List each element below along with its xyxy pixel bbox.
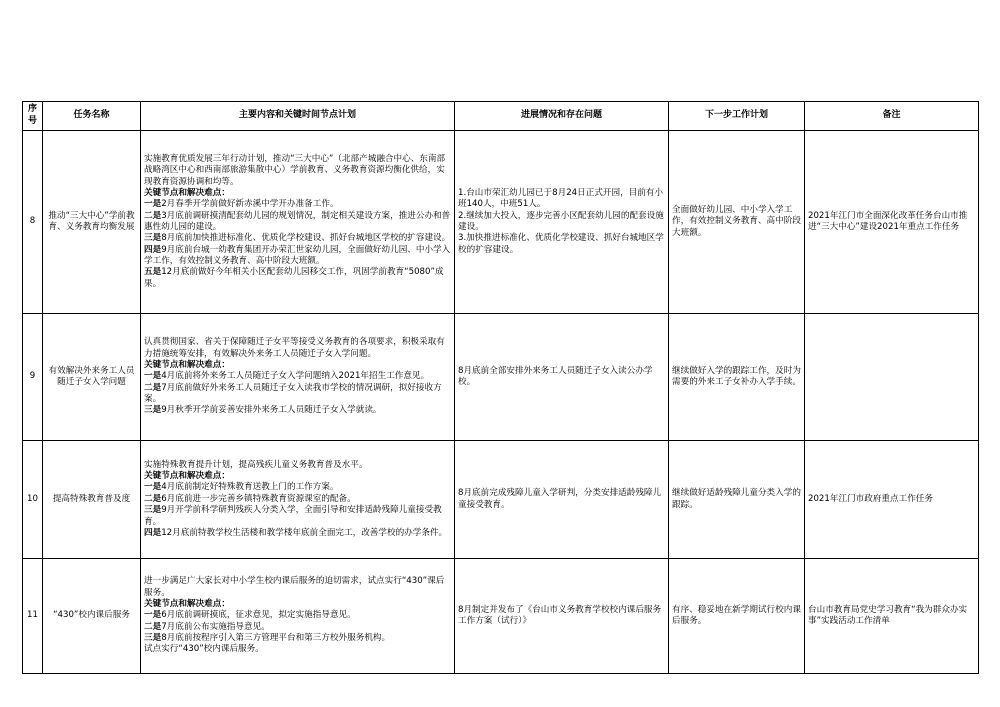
table-row <box>23 131 979 314</box>
content-intro: 进一步满足广大家长对中小学生校内课后服务的迫切需求，试点实行“430”课后服务。 <box>144 576 445 598</box>
row-next: 继续做好入学的跟踪工作，及时为需要的外来工子女补办入学手续。 <box>669 314 805 441</box>
row-task: “430”校内课后服务 <box>43 559 141 674</box>
item-label: 四是 <box>144 527 162 538</box>
key-label: 关键节点和解决难点： <box>144 471 230 482</box>
content-item <box>144 405 451 416</box>
progress-line: 3.加快推进标准化、优质化学校建设、抓好台城地区学校的扩容建设。 <box>458 233 664 255</box>
row-content <box>141 314 455 441</box>
progress-line: 8月底前全部安排外来务工人员随迁子女入读公办学校。 <box>458 365 653 387</box>
row-progress <box>455 314 669 441</box>
header-seq: 序号 <box>23 102 43 131</box>
key-label: 关键节点和解决难点： <box>144 187 230 198</box>
row-task: 有效解决外来务工人员随迁子女入学问题 <box>43 314 141 441</box>
progress-line: 8月底前完成残障儿童入学研判，分类安排适龄残障儿童接受教育。 <box>458 488 662 510</box>
item-text: 9月秋季开学前妥善安排外来务工人员随迁子女入学就读。 <box>161 405 382 416</box>
item-label: 一是 <box>144 199 162 210</box>
item-label: 二是 <box>144 493 162 504</box>
item-text: 8月底前按程序引入第三方管理平台和第三方校外服务机构。 <box>161 633 391 644</box>
header-remark: 备注 <box>805 102 979 131</box>
item-text: 2月春季开学前做好新赤溪中学开办准备工作。 <box>161 199 339 210</box>
item-label: 二是 <box>144 621 162 632</box>
item-text: 7月底前做好外来务工人员随迁子女入读我市学校的情况调研，拟好接收方案。 <box>144 382 442 405</box>
row-remark: 2021年江门市全面深化改革任务台山市推进“三大中心”建设2021年重点工作任务 <box>805 131 979 314</box>
item-label: 五是 <box>144 267 162 278</box>
row-next: 全面做好幼儿园、中小学入学工作，有效控制义务教育、高中阶段大班额。 <box>669 131 805 314</box>
progress-line: 8月制定并发布了《台山市义务教育学校校内课后服务工作方案（试行）》 <box>458 604 662 626</box>
item-label: 三是 <box>144 233 162 244</box>
row-content <box>141 559 455 674</box>
item-text: 3月底前调研摸清配套幼儿园的规划情况，制定相关建设方案，推进公办和普惠性幼儿园的建设。 <box>144 210 451 232</box>
item-label: 一是 <box>144 482 162 493</box>
row-task: 提高特殊教育普及度 <box>43 441 141 559</box>
content-item <box>144 610 451 621</box>
content-item <box>144 245 451 268</box>
item-label: 四是 <box>144 244 162 255</box>
content-item <box>144 622 451 633</box>
content-item <box>144 233 451 244</box>
table-header-row <box>23 102 979 131</box>
item-text: 9月底前台城一幼教育集团开办荣汇世家幼儿园，全面做好幼儿园、中小学入学工作，有效控制义务教育、高中阶段大班额。 <box>144 244 451 267</box>
row-seq: 11 <box>23 559 43 674</box>
content-item <box>144 494 451 505</box>
item-text: 7月底前公布实施指导意见。 <box>161 621 270 632</box>
item-text: 8月底前加快推进标准化、优质化学校建设、抓好台城地区学校的扩容建设。 <box>161 233 451 244</box>
item-text: 6月底前进一步完善乡镇特殊教育资源课室的配备。 <box>161 493 356 504</box>
task-table <box>22 101 979 674</box>
item-label: 一是 <box>144 371 162 382</box>
content-item <box>144 371 451 382</box>
content-outro: 试点实行“430”校内课后服务。 <box>144 644 264 655</box>
header-task: 任务名称 <box>43 102 141 131</box>
key-label: 关键节点和解决难点： <box>144 359 230 370</box>
header-progress: 进展情况和存在问题 <box>455 102 669 131</box>
content-item <box>144 633 451 644</box>
row-next: 继续做好适龄残障儿童分类入学的跟踪。 <box>669 441 805 559</box>
row-seq: 10 <box>23 441 43 559</box>
table-row <box>23 441 979 559</box>
content-intro: 实施教育优质发展三年行动计划，推动“三大中心”（北部产城融合中心、东南部战略湾区中心和西南部旅游集散中心）学前教育、义务教育资源均衡化供给，实现教育资源协调和均等。 <box>144 153 446 187</box>
row-remark <box>805 314 979 441</box>
key-label: 关键节点和解决难点： <box>144 598 230 609</box>
item-label: 一是 <box>144 610 162 621</box>
row-seq: 8 <box>23 131 43 314</box>
row-remark: 2021年江门市政府重点工作任务 <box>805 441 979 559</box>
content-intro: 认真贯彻国家、省关于保障随迁子女平等接受义务教育的各项要求，积极采取有力措施统筹安排，有效解决外来务工人员随迁子女入学问题。 <box>144 337 445 359</box>
progress-line: 2.继续加大投入，逐步完善小区配套幼儿园的配套设施建设。 <box>458 210 664 232</box>
item-text: 12月底前做好今年相关小区配套幼儿园移交工作，巩固学前教育“5080”成果。 <box>144 267 444 289</box>
content-item <box>144 482 451 493</box>
item-text: 4月底前将外来务工人员随迁子女入学问题纳入2021年招生工作意见。 <box>161 371 430 382</box>
content-item <box>144 211 451 234</box>
progress-line: 1.台山市荣汇幼儿园已于8月24日正式开园，目前有小班140人，中班51人。 <box>458 187 664 210</box>
item-label: 三是 <box>144 405 162 416</box>
table-row <box>23 314 979 441</box>
row-seq: 9 <box>23 314 43 441</box>
item-text: 12月底前特教学校生活楼和教学楼年底前全面完工，改善学校的办学条件。 <box>161 527 448 538</box>
row-progress <box>455 441 669 559</box>
header-content: 主要内容和关键时间节点计划 <box>141 102 455 131</box>
content-item <box>144 505 451 528</box>
content-intro: 实施特殊教育提升计划，提高残疾儿童义务教育普及水平。 <box>144 459 368 470</box>
item-text: 6月底前调研摸底，征求意见，拟定实施指导意见。 <box>161 610 356 621</box>
content-item <box>144 267 451 290</box>
item-text: 9月开学前科学研判残疾人分类入学，全面引导和安排适龄残障儿童接受教育。 <box>144 505 442 527</box>
row-content <box>141 131 455 314</box>
row-content <box>141 441 455 559</box>
item-label: 二是 <box>144 382 162 393</box>
header-next: 下一步工作计划 <box>669 102 805 131</box>
table-row <box>23 559 979 674</box>
item-label: 三是 <box>144 505 162 516</box>
row-next: 有序、稳妥地在新学期试行校内课后服务。 <box>669 559 805 674</box>
item-label: 二是 <box>144 210 162 221</box>
item-text: 4月底前制定好特殊教育送教上门的工作方案。 <box>161 482 339 493</box>
content-item <box>144 383 451 406</box>
row-remark: 台山市教育局党史学习教育“我为群众办实事”实践活动工作清单 <box>805 559 979 674</box>
row-progress <box>455 131 669 314</box>
content-item <box>144 199 451 210</box>
row-progress <box>455 559 669 674</box>
content-item <box>144 528 451 539</box>
row-task: 推动“三大中心”学前教育、义务教育均衡发展 <box>43 131 141 314</box>
item-label: 三是 <box>144 633 162 644</box>
